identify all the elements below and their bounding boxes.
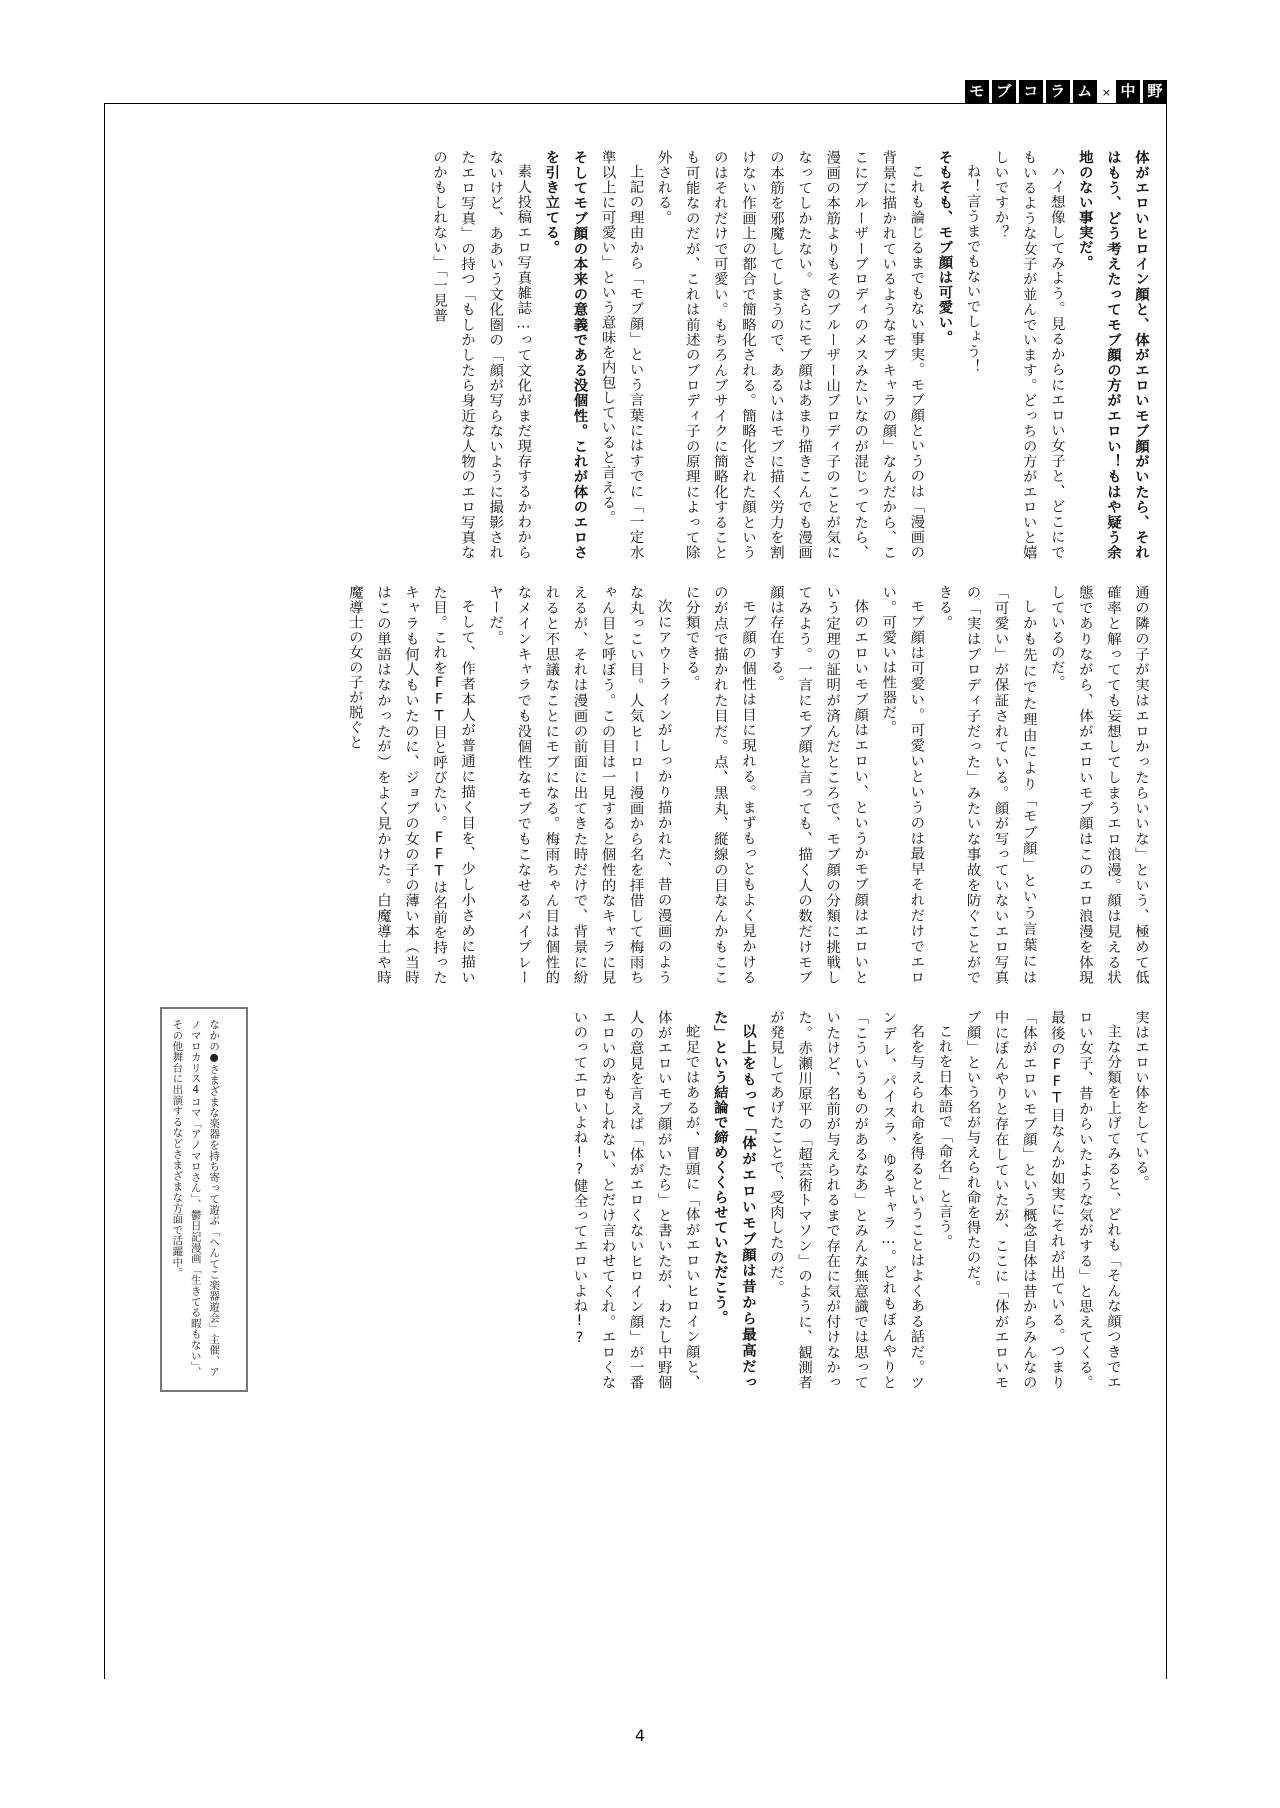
paragraph: 上記の理由から「モブ顔」という言葉にはすでに「一定水準以上に可愛い」という意味を内包していると言える。 — [599, 150, 644, 560]
paragraph: ハイ想像してみよう。見るからにエロい女子と、どこにでもいるような女子が並んでいます。どっちの方がエロいと嬉しいですか？ — [992, 150, 1065, 560]
paragraph: 蛇足ではあるが、冒頭に「体がエロいヒロイン顔と、体がエロいモブ顔がいたら」と書いたが、わたし中野個人の意見を言えば「体がエロくないヒロイン顔」が一番エロいのかもしれない、とだけ言わせてくれ。エロくないのってエロいよね!?健全ってエロいよね!? — [571, 1010, 700, 1390]
page-number: 4 — [634, 1726, 646, 1745]
paragraph: そもそも、モブ顔は可愛い。 — [936, 150, 953, 345]
paragraph: 体のエロいモブ顔はエロい、というかモブ顔はエロいという定理の証明が済んだところで、モブ顔の分類に挑戦してみよう。一言にモブ顔と言っても、描く人の数だけモブ顔は存在する。 — [767, 585, 869, 985]
header-author-char: 中 — [1116, 80, 1140, 104]
paragraph: これを日本語で「命名」と言う。 — [936, 1024, 953, 1250]
author-bio-box — [160, 1007, 248, 1392]
paragraph: これも論じるまでもない事実。モブ顔というのは「漫画の背景に描かれているようなモブキャラの顔」なんだから、ここにブルーザーブロディのメスみたいなのが混じってたら、漫画の本筋よりもそのブルーザー山ブロディ子のことが気になってしかたない。さらにモブ顔はあまり描きこんでも漫画の本筋を邪魔してしまうので、あるいはモブに描く労力を割けない作画上の都合で簡略化される。簡略化された顔というのはそれだけで可愛い。もちろんブサイクに簡略化することも可能なのだが、これは前述のブロディ子の原理によって除外される。 — [655, 150, 925, 560]
paragraph: 名を与えられ命を得るということはよくある話だ。ツンデレ、パイスラ、ゆるキャラ…。どれもぼんやりと「こういうものがあるなあ」とみんな無意識では思っていたけど、名前が与えられるまで存在に気が付けなかった。赤瀬川原平の「超芸術トマソン」のように、観測者が発見してあげたことで、受肉したのだ。 — [767, 1010, 925, 1390]
paragraph: そしてモブ顔の本来の意義である没個性。これが体のエロさを引き立てる。 — [543, 150, 588, 560]
section-header-tag — [965, 80, 1167, 104]
header-tag-char: ラ — [1046, 80, 1070, 104]
paragraph: 素人投稿エロ写真雑誌…って文化がまだ現存するかわからないけど、ああいう文化圏の「顔が写らないように撮影されたエロ写真」の持つ「もしかしたら身近な人物のエロ写真なのかもしれない」「一見普 — [431, 150, 532, 560]
page-frame-right-rule — [1166, 103, 1167, 1679]
paragraph: 次にアウトラインがしっかり描かれた、昔の漫画のような丸っこい目。人気ヒーロー漫画から名を拝借して梅雨ちゃん目と呼ぼう。この目は一見すると個性的なキャラに見えるが、それは漫画の前面に出てきた時だけで、背景に紛れると不思議なことにモブになる。梅雨ちゃん目は個性的なメインキャラでも没個性なモブでもこなせるバイプレーヤーだ。 — [487, 585, 672, 985]
paragraph: ね！言うまでもないでしょう！ — [964, 164, 981, 375]
header-tag-char: ブ — [992, 80, 1016, 104]
author-bio-text: なかの●さまざまな楽器を持ち寄って遊ぶ「へんてこ楽器遊会」主催、アノマロカリス4コマ「アノマロさん」、鬱日記漫画「生きてる暇もない」、その他舞台に出演するなどさまざまな方面で活躍中。 — [171, 1019, 221, 1378]
page-frame-left-rule — [104, 103, 105, 1679]
article-column-block-2 — [135, 585, 1155, 985]
paragraph: 通の隣の子が実はエロかったらいいな」という、極めて低確率と解ってても妄想してしまうエロ浪漫。顔は見える状態でありながら、体がエロいモブ顔はこのエロ浪漫を体現しているのだ。 — [1048, 585, 1149, 985]
paragraph: 実はエロい体をしている。 — [1133, 1010, 1149, 1190]
article-column-block-1 — [135, 150, 1155, 560]
header-tag-char: モ — [965, 80, 989, 104]
paragraph: 主な分類を上げてみると、どれも「そんな顔つきでエロい女子、昔からいたような気がする」と思えてくる。最後のFFT目なんか如実にそれが出ている。つまり「体がエロいモブ顔」という概念自体は昔からみんなの中にぼんやりと存在していたが、ここに「体がエロいモブ顔」という名が与えられ命を得たのだ。 — [964, 1010, 1121, 1390]
paragraph: 体がエロいヒロイン顔と、体がエロいモブ顔がいたら、それはもう、どう考えたってモブ顔の方がエロい！もはや疑う余地のない事実だ。 — [1076, 150, 1149, 560]
paragraph: しかも先にでた理由により「モブ顔」という言葉には「可愛い」が保証されている。顔が写っていないエロ写真の「実はブロディ子だった」みたいな事故を防ぐことができる。 — [936, 585, 1037, 985]
paragraph: 以上をもって「体がエロいモブ顔は昔から最高だった」という結論で締めくくらせていただこう。 — [711, 1010, 756, 1390]
paragraph: モブ顔は可愛い。可愛いというのは最早それだけでエロい。可愛いは性器だ。 — [880, 585, 925, 985]
header-tag-char: ム — [1073, 80, 1097, 104]
header-tag-separator: × — [1101, 85, 1111, 99]
paragraph: そして、作者本人が普通に描く目を、少し小さめに描いた目。これをFFT目と呼びたい。FFTは名前を持ったキャラも何人もいたのに、ジョブの女の子の薄い本（当時はこの単語はなかったが）をよく見かけた。白魔導士や時魔導士の女の子が脱ぐと — [346, 585, 476, 985]
article-column-block-3 — [285, 1010, 1155, 1390]
paragraph: モブ顔の個性は目に現れる。まずもっともよく見かけるのが点で描かれた目だ。点、黒丸、縦線の目なんかもここに分類できる。 — [683, 585, 756, 985]
header-tag-char: コ — [1019, 80, 1043, 104]
header-author-char: 野 — [1143, 80, 1167, 104]
